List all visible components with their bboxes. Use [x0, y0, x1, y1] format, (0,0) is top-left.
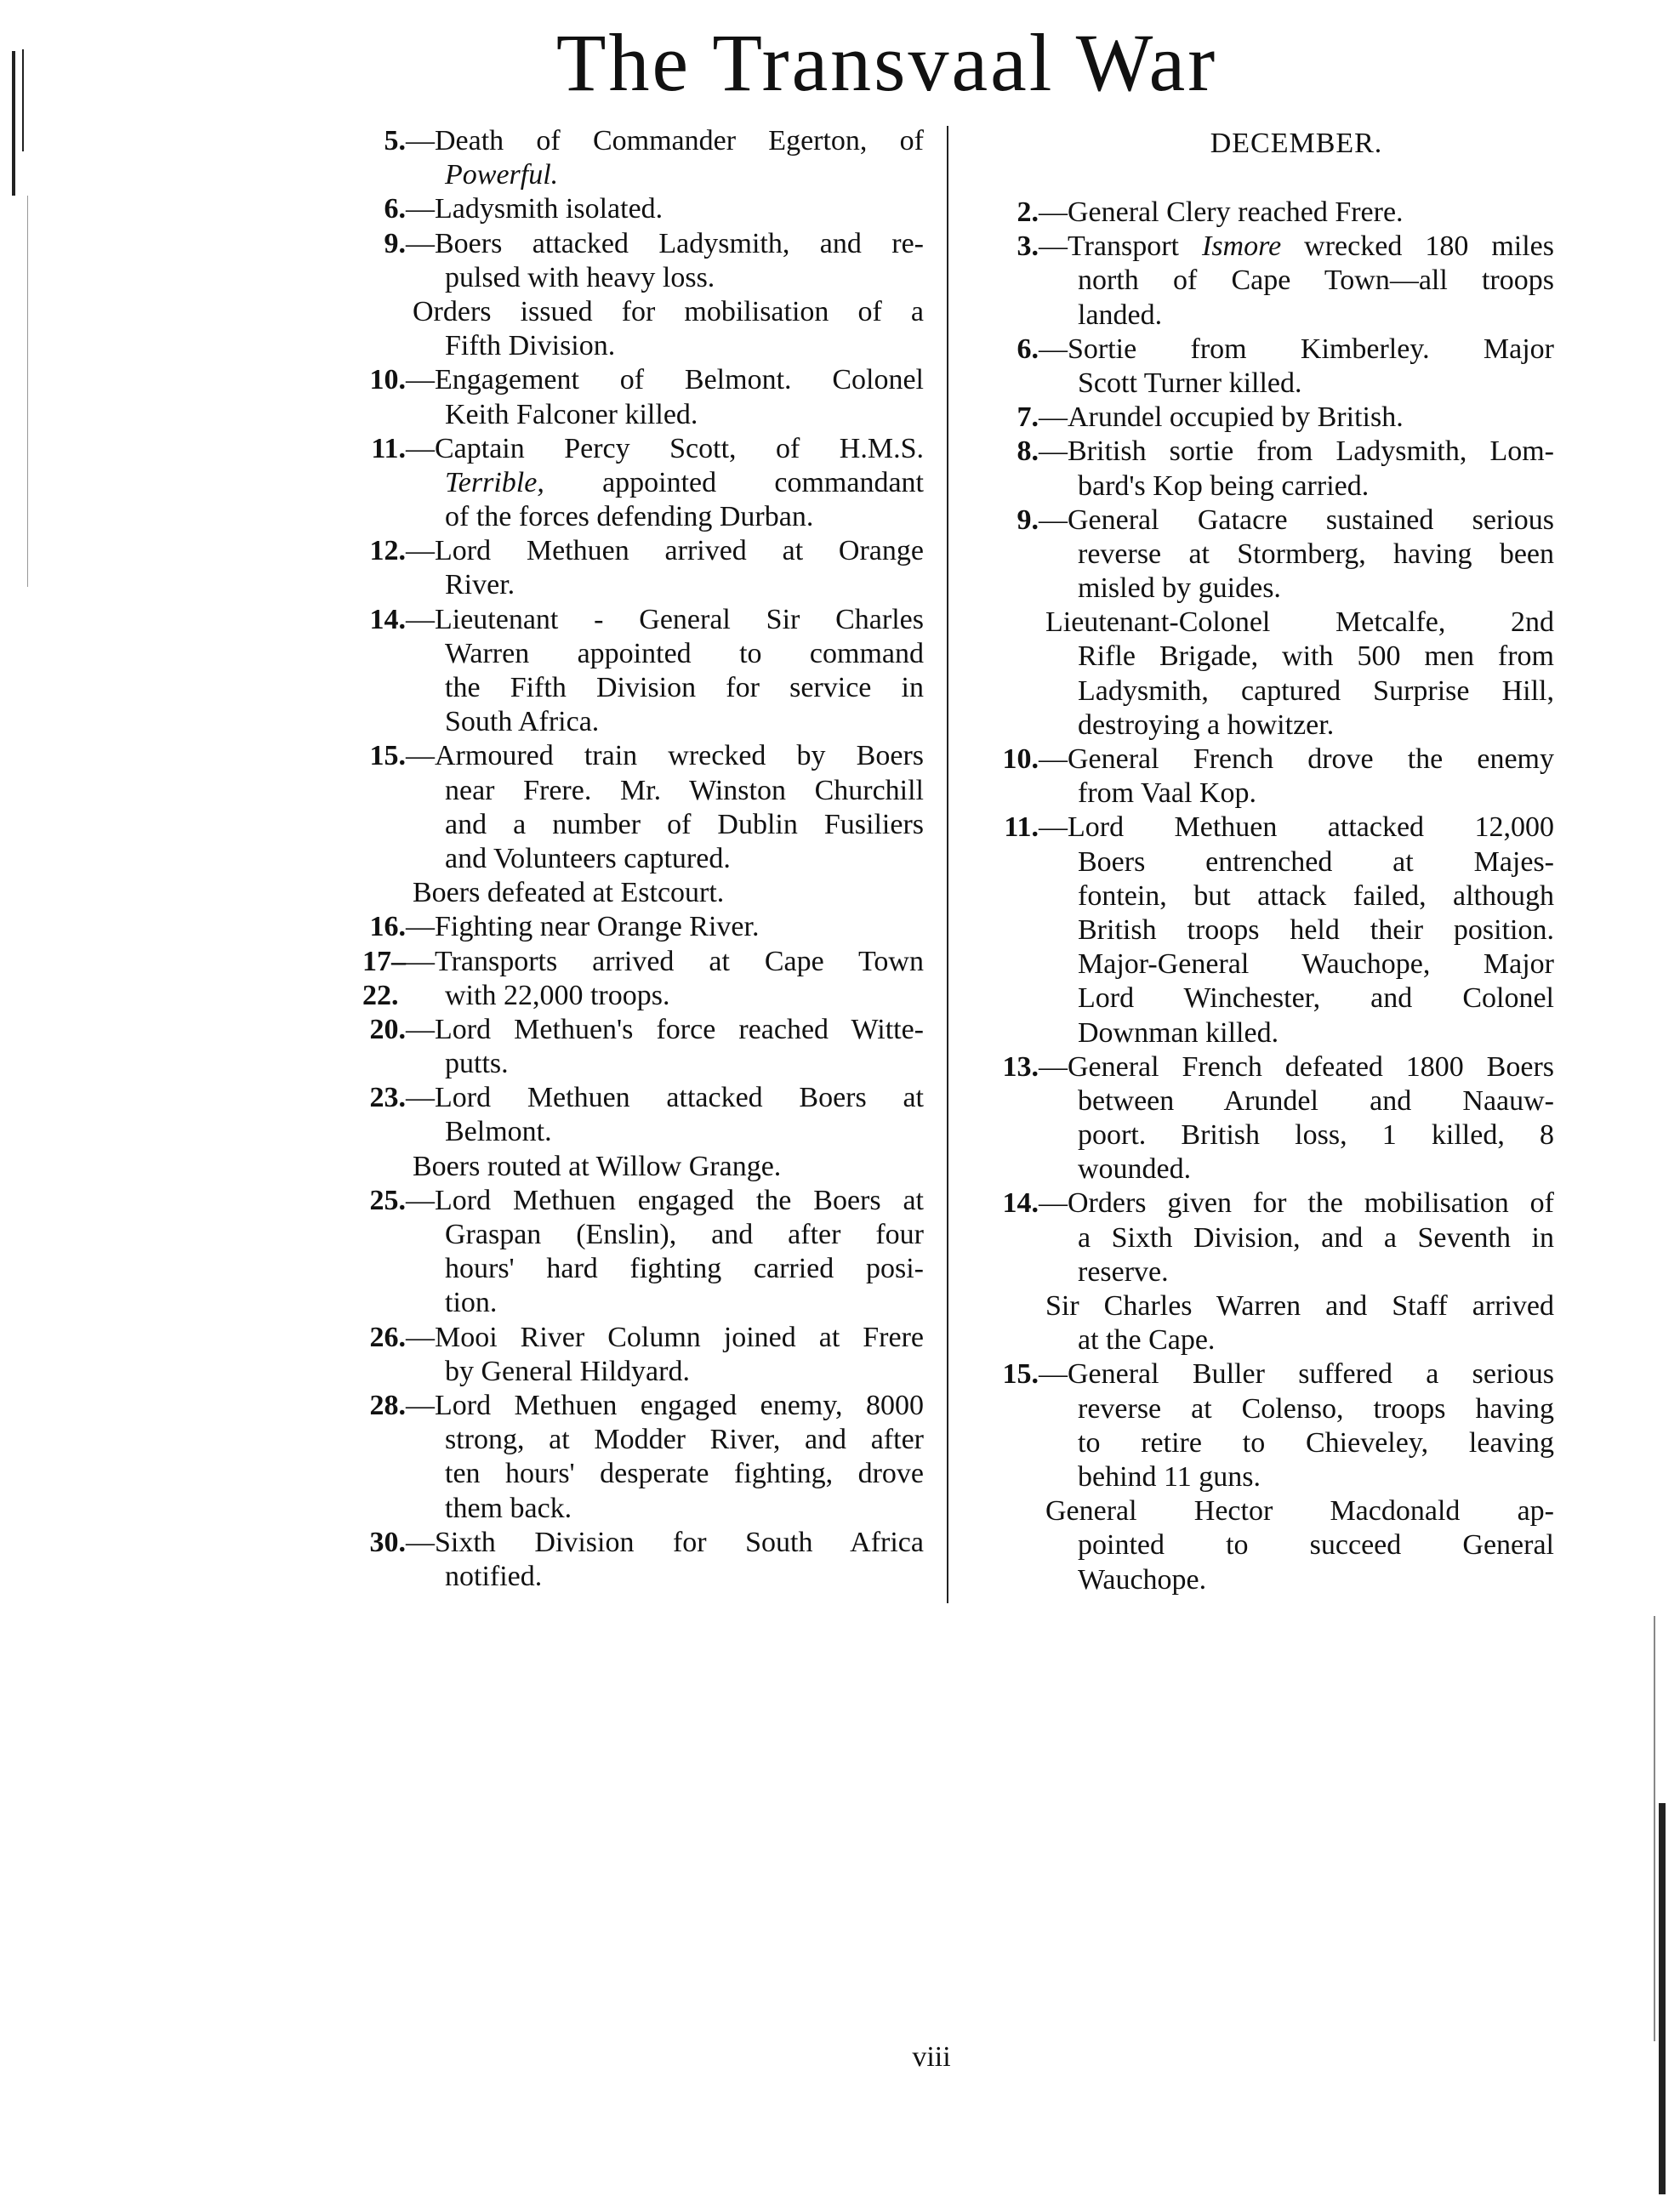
entry-line-continued: [406, 1047, 924, 1081]
entry-text: pointed to succeed General: [1078, 1529, 1554, 1562]
entry-line-continued: [1039, 1460, 1554, 1494]
entry-line-first: [369, 1526, 924, 1560]
entry-line-continued: [1039, 1563, 1554, 1597]
entry-text: British troops held their position.: [1078, 913, 1554, 946]
entry-text: poort. British loss, 1 killed, 8: [1078, 1119, 1554, 1152]
entry-text: —Sortie from Kimberley. Major: [1039, 333, 1554, 365]
entry-text: —Boers attacked Ladysmith, and re-: [406, 227, 924, 259]
entry-text: —Lord Methuen engaged enemy, 8000: [406, 1389, 924, 1421]
entry-text: tion.: [445, 1287, 498, 1319]
entry-date-number: 8.: [1017, 435, 1039, 468]
scan-edge-mark: [22, 49, 24, 151]
entry-date-number: 14.: [1002, 1187, 1039, 1220]
entry-line-first: [369, 1184, 924, 1218]
entry-line-continued: [406, 568, 924, 602]
entry-line-first: [369, 1321, 924, 1355]
entry-date-number: 10.: [1002, 743, 1039, 775]
entry-date-number: 11.: [1004, 811, 1039, 844]
entry-line-continued: [1039, 299, 1554, 333]
entry-line-continued: [406, 842, 924, 876]
entry-line-continued: [1039, 367, 1554, 401]
entry-text: —Lord Methuen's force reached Witte-: [406, 1013, 924, 1045]
entry-text: —Arundel occupied by British.: [1039, 401, 1404, 434]
entry-date-number: 7.: [1017, 401, 1039, 434]
entry-text: —General French drove the enemy: [1039, 743, 1554, 775]
entry-line-continued: [1039, 1152, 1554, 1186]
entry-text: notified.: [445, 1560, 543, 1592]
entry-text: between Arundel and Naauw-: [1078, 1084, 1554, 1117]
entry-line-continued: [1039, 469, 1554, 504]
entry-text: Sir Charles Warren and Staff arrived: [1045, 1290, 1554, 1322]
entry-line-continued: [1039, 538, 1554, 572]
entry-line-continued: [1039, 1016, 1554, 1050]
entry-line-first: [406, 1150, 924, 1184]
entry-line-first: [369, 1389, 924, 1423]
scan-edge-mark: [1654, 1616, 1655, 2041]
entry-line-continued: [1039, 1426, 1554, 1460]
entry-text: by General Hildyard.: [445, 1355, 690, 1387]
entry-text: Major-General Wauchope, Major: [1078, 948, 1554, 981]
entry-line-continued: [1039, 947, 1554, 982]
entry-line-first: [1002, 1186, 1554, 1220]
entry-line-continued: [1039, 1528, 1554, 1562]
entry-text: —Lord Methuen arrived at Orange: [406, 535, 924, 567]
entry-text: fontein, but attack failed, although: [1078, 879, 1554, 912]
entry-date-number: 11.: [371, 432, 406, 464]
entry-text: —Mooi River Column joined at Frere: [406, 1321, 924, 1353]
entry-line-first: [1004, 811, 1554, 845]
entry-text: —General Clery reached Frere.: [1039, 196, 1404, 228]
entry-text: landed.: [1078, 299, 1163, 331]
entry-line-first: [369, 363, 924, 397]
entry-text: hours' hard fighting carried posi-: [445, 1253, 924, 1285]
entry-text: north of Cape Town—all troops: [1078, 265, 1554, 297]
entry-line-continued: [406, 671, 924, 705]
entry-text: destroying a howitzer.: [1078, 708, 1335, 741]
entry-text: of the forces defending Durban.: [445, 501, 814, 533]
entry-line-continued: [406, 1560, 924, 1594]
entry-line-first: [1039, 1289, 1554, 1323]
entry-text: the Fifth Division for service in: [445, 672, 924, 703]
entry-text: —British sortie from Ladysmith, Lom-: [1039, 435, 1554, 468]
entry-text: —Lord Methuen engaged the Boers at: [406, 1184, 924, 1216]
entry-line-continued: [406, 808, 924, 842]
entry-date-number: 14.: [369, 603, 406, 635]
entry-line-first: [369, 1013, 924, 1047]
entry-text: at the Cape.: [1078, 1324, 1216, 1357]
entry-date-number: 2.: [1017, 196, 1039, 228]
entry-date-number: 28.: [369, 1389, 406, 1421]
entry-line-continued: [406, 398, 924, 432]
entry-date-number: 23.: [369, 1082, 406, 1114]
entry-line-first: [369, 1081, 924, 1115]
entry-text: strong, at Modder River, and after: [445, 1424, 924, 1456]
entry-line-continued: [406, 1286, 924, 1320]
entry-line-first: [1017, 435, 1554, 469]
entry-line-continued: [1039, 879, 1554, 913]
entry-date-number: 26.: [369, 1321, 406, 1353]
entry-text: and Volunteers captured.: [445, 842, 731, 874]
entry-line-first: [369, 739, 924, 773]
entry-line-continued: [406, 329, 924, 363]
entry-text: ten hours' desperate fighting, drove: [445, 1458, 924, 1490]
entry-text: pulsed with heavy loss.: [445, 261, 715, 293]
entry-text: —Lieutenant - General Sir Charles: [406, 603, 924, 635]
entry-date-number: 15.: [369, 740, 406, 772]
entry-line-continued: [1039, 264, 1554, 298]
entry-text: Lord Winchester, and Colonel: [1078, 982, 1554, 1015]
entry-text: bard's Kop being carried.: [1078, 469, 1370, 502]
entry-text: —Transport: [1039, 230, 1202, 263]
entry-line-first: [1002, 743, 1554, 777]
entry-line-continued: [1039, 845, 1554, 879]
entry-text: a Sixth Division, and a Seventh in: [1078, 1221, 1554, 1254]
entry-line-continued: [406, 637, 924, 671]
entry-date-number: 9.: [1017, 504, 1039, 536]
entry-date-number: 25.: [369, 1184, 406, 1216]
entry-text: from Vaal Kop.: [1078, 777, 1256, 810]
entry-text: —General French defeated 1800 Boers: [1039, 1050, 1554, 1083]
entry-line-continued: [406, 1492, 924, 1526]
entry-line-first: [369, 534, 924, 568]
entry-line-first: [1002, 1357, 1554, 1391]
chronology-column-november: [362, 124, 924, 1594]
entry-line-continued: [406, 1218, 924, 1252]
entry-date-number: 16.: [369, 911, 406, 943]
italic-ship-name: Ismore: [1202, 230, 1282, 263]
entry-line-continued: [1039, 708, 1554, 743]
entry-line-first: [371, 432, 924, 466]
page-title: The Transvaal War: [555, 17, 1218, 108]
entry-line-first: [369, 603, 924, 637]
entry-text: —Engagement of Belmont. Colonel: [406, 364, 924, 396]
entry-line-continued: [406, 1423, 924, 1457]
entry-line-continued: [406, 979, 924, 1013]
entry-text: to retire to Chieveley, leaving: [1078, 1426, 1554, 1459]
entry-text: reverse at Colenso, troops having: [1078, 1392, 1554, 1425]
entry-line-first: [406, 295, 924, 329]
entry-line-continued: [1039, 1392, 1554, 1426]
entry-date-number: 3.: [1017, 230, 1039, 263]
entry-text: —General Gatacre sustained serious: [1039, 504, 1554, 536]
entry-line-first: [406, 876, 924, 910]
entry-line-continued: [406, 500, 924, 534]
entry-date-number: 12.: [369, 535, 406, 567]
entry-text: them back.: [445, 1492, 572, 1524]
entry-date-number: 15.: [1002, 1358, 1039, 1391]
entry-text: reserve.: [1078, 1255, 1169, 1288]
entry-text: Fifth Division.: [445, 330, 616, 362]
column-divider: [947, 126, 948, 1603]
entry-line-continued: [1039, 572, 1554, 606]
entry-line-continued: [1039, 982, 1554, 1016]
entry-line-first: [1017, 401, 1554, 435]
page-number: viii: [912, 2041, 951, 2073]
entry-line-continued: [406, 1355, 924, 1389]
entry-line-first: [1002, 1050, 1554, 1084]
entry-line-continued: [1039, 777, 1554, 811]
entry-text: putts.: [445, 1048, 509, 1080]
month-heading: DECEMBER.: [1210, 128, 1383, 159]
entry-text: —Lord Methuen attacked Boers at: [406, 1082, 924, 1114]
entry-line-first: [1017, 196, 1554, 230]
entry-line-continued: [1039, 1118, 1554, 1152]
entry-text: misled by guides.: [1078, 572, 1281, 605]
entry-text: reverse at Stormberg, having been: [1078, 538, 1554, 570]
entry-line-continued: [406, 1115, 924, 1149]
entry-text: —Sixth Division for South Africa: [406, 1526, 924, 1558]
entry-line-continued: [1039, 913, 1554, 947]
italic-ship-name: Powerful.: [445, 159, 559, 191]
entry-text: —Armoured train wrecked by Boers: [406, 740, 924, 772]
entry-text: Downman killed.: [1078, 1016, 1279, 1049]
entry-line-continued: [406, 1252, 924, 1286]
entry-text: Keith Falconer killed.: [445, 398, 698, 430]
entry-date-number: 6.: [1017, 333, 1039, 365]
entry-text: wrecked 180 miles: [1281, 230, 1554, 263]
entry-text: South Africa.: [445, 706, 600, 738]
entry-text: Warren appointed to command: [445, 637, 924, 669]
entry-date-number: 9.: [384, 227, 406, 259]
entry-text: near Frere. Mr. Winston Churchill: [445, 774, 924, 806]
entry-text: Graspan (Enslin), and after four: [445, 1219, 924, 1250]
entry-text: Boers defeated at Estcourt.: [413, 877, 725, 909]
entry-text: General Hector Macdonald ap-: [1045, 1495, 1554, 1528]
entry-text: —Transports arrived at Cape Town: [406, 945, 924, 977]
entry-line-continued: [1039, 1255, 1554, 1289]
entry-text: Orders issued for mobilisation of a: [413, 295, 924, 327]
entry-line-continued: [406, 466, 924, 500]
entry-text: and a number of Dublin Fusiliers: [445, 808, 924, 840]
entry-text: —General Buller suffered a serious: [1039, 1358, 1554, 1391]
entry-date-number: 30.: [369, 1526, 406, 1558]
entry-text: —Lord Methuen attacked 12,000: [1039, 811, 1554, 844]
entry-line-continued: [1039, 640, 1554, 674]
entry-line-continued: [1039, 1221, 1554, 1255]
entry-text: —Fighting near Orange River.: [406, 911, 760, 943]
entry-text: Boers entrenched at Majes-: [1078, 845, 1554, 878]
entry-date-number: 13.: [1002, 1050, 1039, 1083]
entry-text: wounded.: [1078, 1153, 1192, 1186]
entry-text: —Ladysmith isolated.: [406, 193, 663, 225]
entry-line-first: [1039, 606, 1554, 640]
entry-line-continued: [1039, 674, 1554, 708]
entry-line-continued: [1039, 1084, 1554, 1118]
entry-text: with 22,000 troops.: [445, 979, 670, 1011]
entry-line-continued: [1039, 1323, 1554, 1357]
italic-ship-name: Terrible,: [445, 466, 544, 498]
entry-date-number: 5.: [384, 125, 406, 156]
entry-line-continued: [406, 261, 924, 295]
entry-date-number: 20.: [369, 1013, 406, 1045]
entry-line-first: [384, 192, 924, 226]
entry-line-continued: [406, 705, 924, 739]
entry-date-number: 17–22.: [362, 945, 406, 1011]
entry-text: Wauchope.: [1078, 1563, 1207, 1596]
entry-line-continued: [406, 158, 924, 192]
entry-text: Boers routed at Willow Grange.: [413, 1150, 782, 1182]
entry-text: Rifle Brigade, with 500 men from: [1078, 640, 1554, 673]
entry-line-first: [369, 910, 924, 944]
entry-line-first: [1017, 333, 1554, 367]
entry-text: Belmont.: [445, 1116, 552, 1148]
entry-line-first: [1017, 230, 1554, 264]
entry-line-first: [1039, 1494, 1554, 1528]
scan-edge-mark: [12, 51, 15, 196]
entry-text: —Death of Commander Egerton, of: [406, 125, 924, 156]
entry-line-first: [384, 227, 924, 261]
entry-text: —Captain Percy Scott, of H.M.S.: [406, 432, 924, 464]
entry-date-number: 10.: [369, 364, 406, 396]
entry-line-continued: [406, 774, 924, 808]
entry-text: appointed commandant: [544, 466, 924, 498]
entry-date-number: 6.: [384, 193, 406, 225]
entry-text: —Orders given for the mobilisation of: [1039, 1187, 1554, 1220]
entry-line-first: [1017, 504, 1554, 538]
chronology-column-december: [1002, 196, 1554, 1597]
scan-edge-mark: [27, 196, 28, 587]
entry-line-continued: [406, 1457, 924, 1491]
entry-text: Lieutenant-Colonel Metcalfe, 2nd: [1045, 606, 1554, 639]
entry-text: Scott Turner killed.: [1078, 367, 1302, 399]
entry-text: behind 11 guns.: [1078, 1460, 1261, 1493]
scan-edge-mark: [1659, 1803, 1666, 2194]
entry-line-first: [384, 124, 924, 158]
entry-text: River.: [445, 569, 515, 601]
entry-text: Ladysmith, captured Surprise Hill,: [1078, 674, 1554, 707]
